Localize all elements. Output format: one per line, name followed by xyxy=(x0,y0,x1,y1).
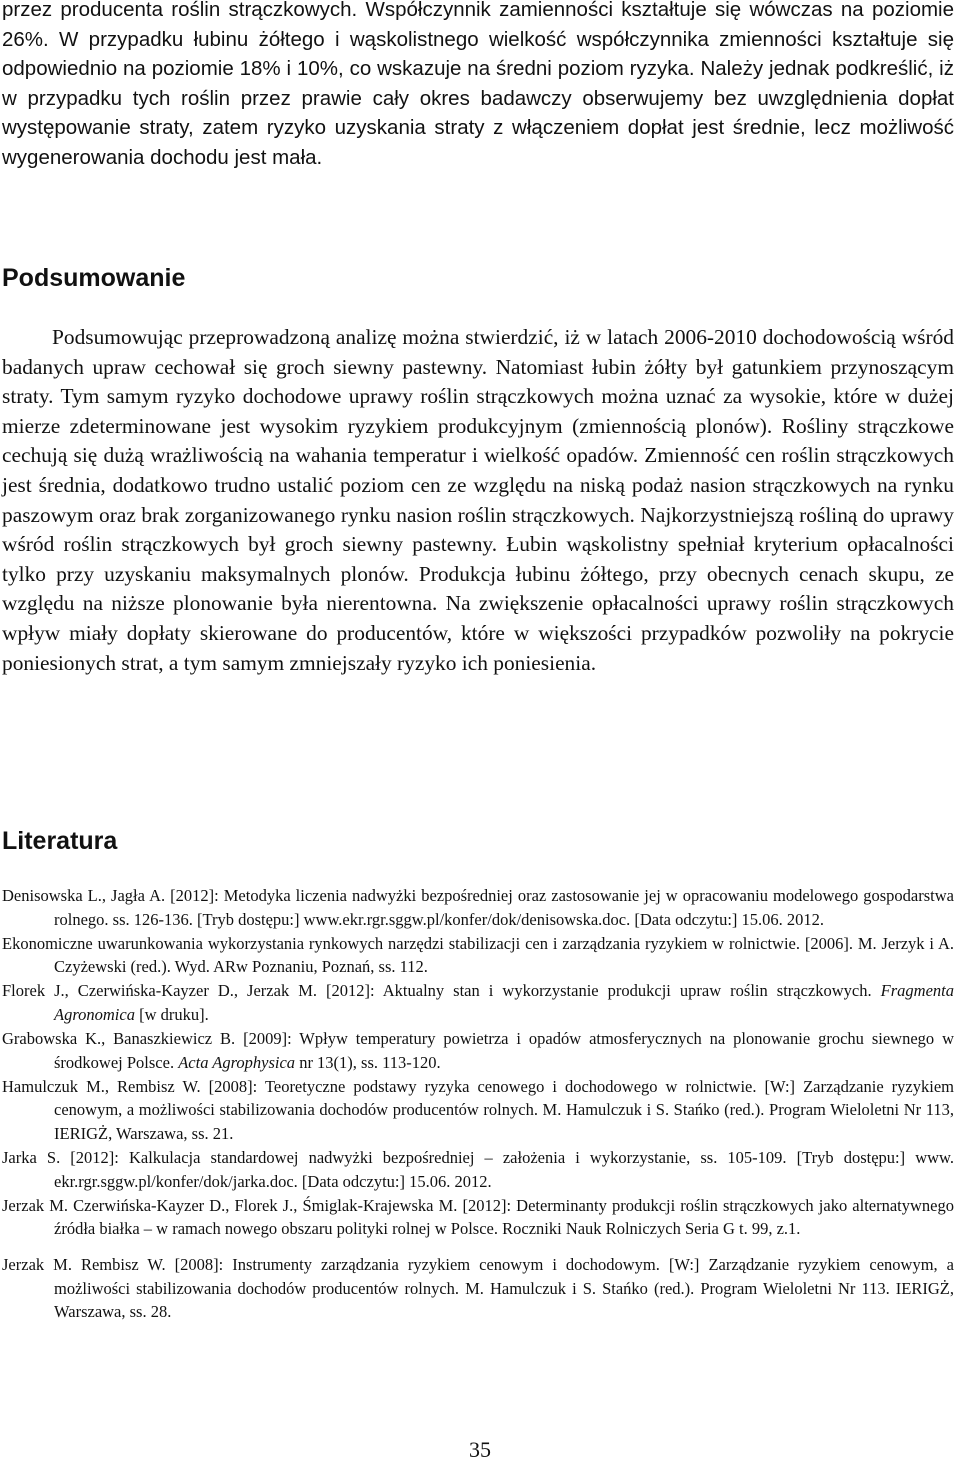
journal-title: Acta Agrophysica xyxy=(178,1052,296,1072)
reference-text: Florek J., Czerwińska-Kayzer D., Jerzak M. [2012]: Aktualny stan i wykorzystanie produkcji upraw roślin strączkowych. xyxy=(2,981,881,1001)
literature-heading: Literatura xyxy=(2,827,118,855)
reference-text: Hamulczuk M., Rembisz W. [2008]: Teoretyczne podstawy ryzyka cenowego i dochodowego w rolnictwie. [W:] Zarządzanie ryzykiem cenowym, a możliwości stabilizowania dochodów producentów rolnych. M. Hamulczuk i S. Stańko (red.). Program Wieloletni Nr 113, IERIGŻ, Warszawa, ss. 21. xyxy=(2,1076,954,1143)
summary-paragraph: Podsumowując przeprowadzoną analizę można stwierdzić, iż w latach 2006-2010 dochodowością wśród badanych upraw cechował się groch siewny pastewny. Natomiast łubin żółty był gatunkiem przynoszącym straty. Tym samym ryzyko dochodowe uprawy roślin strączkowych można uznać za wysokie, które w dużej mierze zdeterminowane jest wysokim ryzykiem produkcyjnym (zmiennością plonów). Rośliny strączkowe cechują się dużą wrażliwością na wahania temperatur i wielkość opadów. Zmienność cen roślin strączkowych jest średnia, dodatkowo trudno ustalić poziom cen ze względu na niską podaż nasion strączkowych na rynku paszowym oraz brak zorganizowanego rynku nasion roślin strączkowych. Najkorzystniejszą rośliną do uprawy wśród roślin strączkowych był groch siewny pastewny. Łubin wąskolistny spełniał kryterium opłacalności tylko przy uzyskaniu maksymalnych plonów. Produkcja łubinu żółtego, przy obecnych cenach skupu, ze względu na niższe plonowanie była nierentowna. Na zwiększenie opłacalności uprawy roślin strączkowych wpływ miały dopłaty skierowane do producentów, które w większości przypadków pozwoliły na pokrycie poniesionych strat, a tym samym zmniejszały ryzyko ich poniesienia. xyxy=(2,325,954,675)
reference-text: Jerzak M. Rembisz W. [2008]: Instrumenty zarządzania ryzykiem cenowym i dochodowym. [W:] Zarządzanie ryzykiem cenowym, a możliwości stabilizowania dochodów producentów rolnych. M. Hamulczuk i S. Stańko (red.). Program Wieloletni Nr 113. IERIGŻ, Warszawa, ss. 28. xyxy=(2,1254,954,1322)
reference-item xyxy=(2,979,954,1026)
reference-item xyxy=(2,1075,954,1146)
reference-text: Grabowska K., Banaszkiewicz B. [2009]: Wpływ temperatury powietrza i opadów atmosferycznych na plonowanie grochu siewnego w środkowej Polsce. xyxy=(2,1029,954,1072)
reference-text: Jerzak M. Czerwińska-Kayzer D., Florek J., Śmiglak-Krajewska M. [2012]: Determinanty produkcji roślin strączkowych jako alternatywnego źródła białka – w ramach nowego obszaru polityki rolnej w Polsce. Roczniki Nauk Rolniczych Seria G t. 99, z.1. xyxy=(2,1195,954,1239)
reference-item xyxy=(2,1194,954,1241)
summary-heading: Podsumowanie xyxy=(2,264,186,292)
reference-text: [w druku]. xyxy=(134,1004,209,1024)
journal-title: Fragmenta Agronomica xyxy=(54,981,954,1024)
reference-text: Jarka S. [2012]: Kalkulacja standardowej nadwyżki bezpośredniej – założenia i wykorzystanie, ss. 105-109. [Tryb dostępu:] www. ekr.rgr.sggw.pl/konfer/dok/jarka.doc. [Data odczytu:] 15.06. 2012. xyxy=(2,1148,954,1191)
reference-item xyxy=(2,1253,954,1324)
reference-item xyxy=(2,884,954,931)
reference-item xyxy=(2,1146,954,1193)
intro-paragraph: przez producenta roślin strączkowych. Współczynnik zamienności kształtuje się wówczas na poziomie 26%. W przypadku łubinu żółtego i wąskolistnego wielkość współczynnika zmienności kształtuje się odpowiednio na poziomie 18% i 10%, co wskazuje na średni poziom ryzyka. Należy jednak podkreślić, iż w przypadku tych roślin przez prawie cały okres badawczy obserwujemy bez uwzględnienia dopłat występowanie straty, zatem ryzyko uzyskania straty z włączeniem dopłat jest średnie, lecz możliwość wygenerowania dochodu jest mała. xyxy=(2,0,954,169)
reference-text: nr 13(1), ss. 113-120. xyxy=(295,1052,441,1072)
reference-text: Denisowska L., Jagła A. [2012]: Metodyka liczenia nadwyżki bezpośredniej oraz zastosowanie jej w opracowaniu modelowego gospodarstwa rolnego. ss. 126-136. [Tryb dostępu:] www.ekr.rgr.sggw.pl/konfer/dok/denisowska.doc. [Data odczytu:] 15.06. 2012. xyxy=(2,886,954,929)
reference-item xyxy=(2,932,954,979)
reference-item xyxy=(2,1027,954,1074)
reference-text: Ekonomiczne uwarunkowania wykorzystania rynkowych narzędzi stabilizacji cen i zarządzania ryzykiem w rolnictwie. [2006]. M. Jerzyk i A. Czyżewski (red.). Wyd. ARw Poznaniu, Poznań, ss. 112. xyxy=(2,933,954,977)
page-number: 35 xyxy=(469,1437,491,1462)
reference-list xyxy=(2,884,954,1324)
